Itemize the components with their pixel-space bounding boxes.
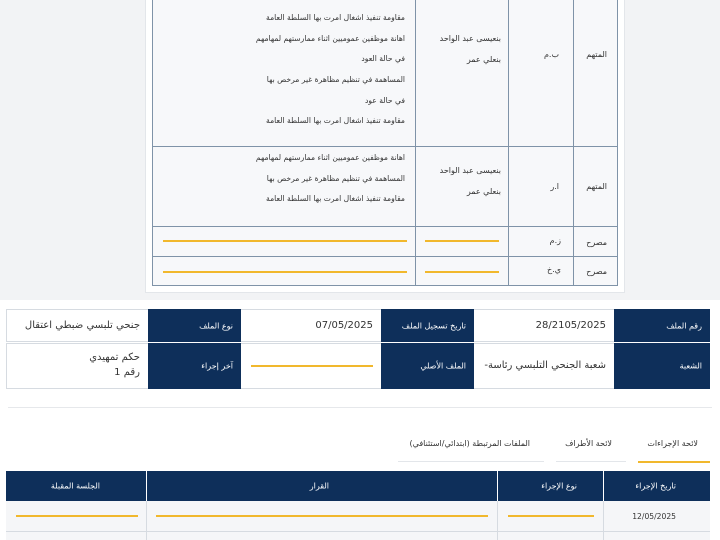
redacted-charges: [163, 271, 407, 273]
redacted-next-session: [16, 515, 138, 517]
active-tab-underline: [638, 461, 710, 463]
party-charges: اهانة موظفين عموميين اثناء ممارستهم لمهامهم المساهمة في تنظيم مظاهرة غير مرخص بها مقاومة تنفيذ اشغال امرت بها السلطة العامة: [255, 153, 405, 203]
col-header-next-session: الجلسة المقبلة: [6, 471, 146, 501]
party-role: المتهم: [586, 182, 607, 191]
col-header-type: نوع الإجراء: [498, 471, 603, 501]
party-initials: ب.م: [543, 50, 559, 59]
file-type-label: نوع الملف: [148, 309, 241, 342]
party-role: مصرح: [586, 238, 607, 247]
section-value: -شعبة الجنحي التلبسي رئاسة: [474, 343, 614, 389]
col-header-decision: القرار: [147, 471, 497, 501]
table-row[interactable]: [6, 501, 710, 532]
party-role: المتهم: [586, 50, 607, 59]
redacted-lawyer: [425, 240, 499, 242]
file-number-value: 28/2105/2025: [474, 309, 614, 342]
parties-card: [146, 0, 624, 292]
procedures-table: [6, 471, 710, 540]
original-file-label: الملف الأصلي: [381, 343, 474, 389]
tab-procedures[interactable]: لائحة الإجراءات: [647, 439, 698, 448]
procedure-date: 12/05/2025: [632, 512, 676, 521]
last-action-value: حكم تمهيدي رقم 1: [6, 343, 148, 389]
redacted-type: [508, 515, 594, 517]
registration-date-label: تاريخ تسجيل الملف: [381, 309, 474, 342]
party-initials: ا.ر: [550, 182, 559, 191]
party-initials: ي.خ: [547, 265, 561, 274]
redacted-decision: [156, 515, 488, 517]
section-label: الشعبة: [614, 343, 710, 389]
party-initials: ز.م: [549, 236, 561, 245]
redacted-lawyer: [425, 271, 499, 273]
party-lawyer: بنعلي عمر: [466, 55, 501, 64]
col-header-date: تاريخ الإجراء: [604, 471, 710, 501]
party-charges: مقاومة تنفيذ اشغال امرت بها السلطة العامة اهانة موظفين عموميين اثناء ممارستهم لمهامهم في حالة العود المساهمة في تنظيم مظاهرة غير مرخص بها في حالة عود مقاومة تنفيذ اشغال امرت بها السلطة العامة: [255, 13, 405, 125]
party-lawyer: بنعيسى عبد الواحد: [439, 166, 501, 175]
tab-parties[interactable]: لائحة الأطراف: [565, 439, 612, 448]
original-file-value: [241, 343, 381, 389]
party-lawyer: بنعلي عمر: [466, 187, 501, 196]
party-role: مصرح: [586, 267, 607, 276]
last-action-label: آخر إجراء: [148, 343, 241, 389]
file-type-value: جنحي تلبسي ضبطي اعتقال: [6, 309, 148, 342]
parties-table: [152, 0, 618, 286]
file-number-label: رقم الملف: [614, 309, 710, 342]
registration-date-value: 07/05/2025: [241, 309, 381, 342]
redacted-charges: [163, 240, 407, 242]
party-lawyer: بنعيسى عبد الواحد: [439, 34, 501, 43]
tab-related-files[interactable]: الملفات المرتبطة (ابتدائي/استئنافي): [409, 439, 530, 448]
